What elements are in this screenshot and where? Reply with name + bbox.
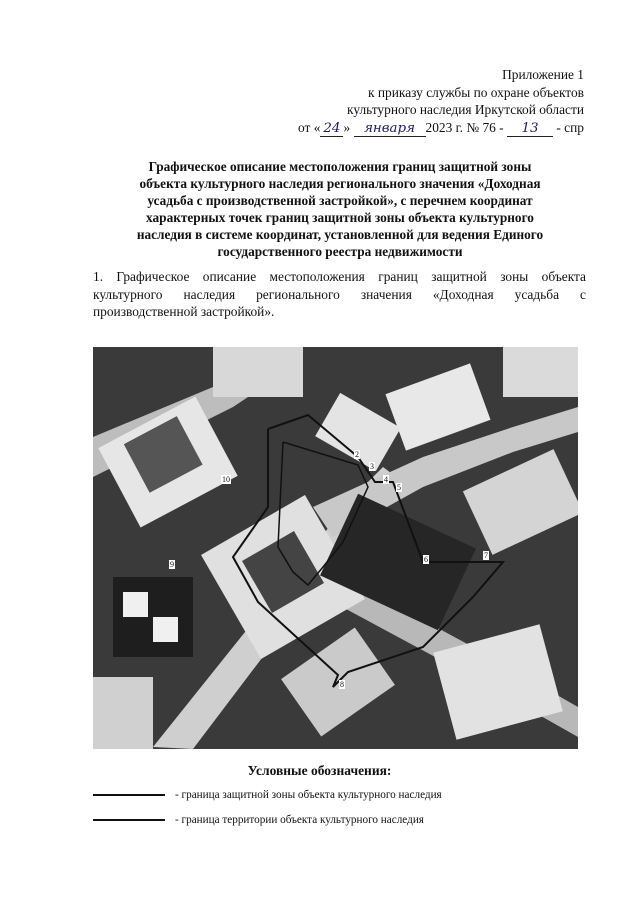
map-point-label: 3 <box>370 462 374 471</box>
aerial-map-image <box>93 347 578 749</box>
handwritten-day: 24 <box>320 122 343 137</box>
map-point-label: 6 <box>424 555 428 564</box>
legend-item-protection-zone <box>93 789 442 801</box>
title-line1: Графическое описание местоположения границ защитной зоны <box>148 159 532 174</box>
order-year: 2023 г. № 76 - <box>425 119 504 135</box>
legend-item-label: - граница территории объекта культурного наследия <box>175 814 424 826</box>
date-prefix: от « <box>297 119 321 135</box>
map-point-label: 10 <box>222 475 230 484</box>
appendix-date-line <box>298 119 584 137</box>
map-point-label: 8 <box>340 680 344 689</box>
map-point-label: 7 <box>484 551 488 560</box>
title-line2: объекта культурного наследия регионального значения «Доходная <box>139 176 541 191</box>
title-line3: усадьба с производственной застройкой», с перечнем координат <box>147 193 533 208</box>
legend-item-label: - граница защитной зоны объекта культурного наследия <box>175 789 442 801</box>
map-point-label: 5 <box>397 483 401 492</box>
description-paragraph: 1. Графическое описание местоположения границ защитной зоны объекта культурного наследия регионального значения «Доходная усадьба с производственной застройкой». <box>93 269 586 319</box>
appendix-line3: культурного наследия Иркутской области <box>347 102 584 117</box>
aerial-map <box>93 347 578 749</box>
legend-line-swatch <box>93 819 165 821</box>
legend-line-swatch <box>93 794 165 796</box>
order-suffix: - спр <box>556 119 584 135</box>
map-point-label: 4 <box>384 475 388 484</box>
appendix-line2: к приказу службы по охране объектов <box>368 84 584 100</box>
title-line4: характерных точек границ защитной зоны объекта культурного <box>146 210 534 225</box>
appendix-line1: Приложение 1 <box>502 67 584 82</box>
appendix-header <box>298 66 584 137</box>
map-point-label: 2 <box>355 450 359 459</box>
handwritten-month: января <box>354 122 426 137</box>
title-line6: государственного реестра недвижимости <box>217 244 463 259</box>
date-mid: » <box>343 119 351 135</box>
handwritten-number: 13 <box>507 122 553 137</box>
map-point-label: 9 <box>170 560 174 569</box>
document-title <box>95 158 585 260</box>
legend-title: Условные обозначения: <box>247 763 392 778</box>
title-line5: наследия в системе координат, установленной для ведения Единого <box>136 227 544 242</box>
legend-item-object-territory <box>93 814 424 826</box>
